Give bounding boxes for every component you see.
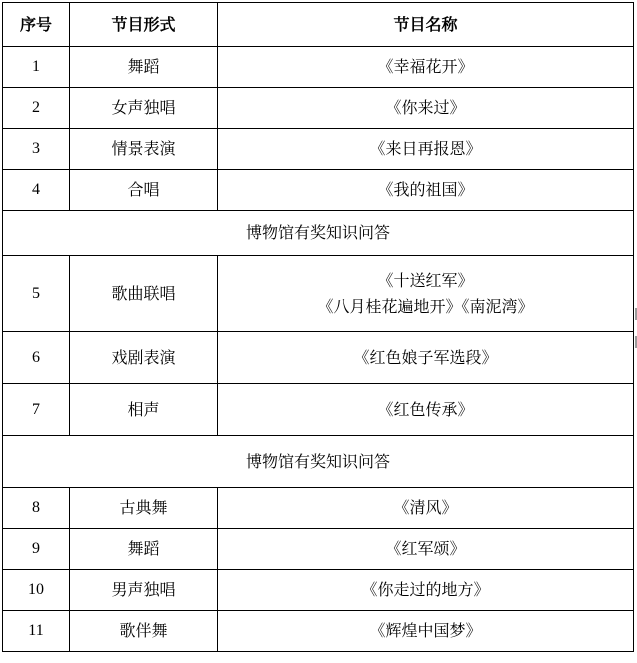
row-number: 5 [3,256,70,332]
row-program-name: 《来日再报恩》 [218,129,634,170]
table-row [3,88,634,129]
row-program-form: 歌伴舞 [70,611,218,652]
row-program-name: 《红色传承》 [218,384,634,436]
header-sequence-number: 序号 [3,3,70,47]
program-name-line: 《八月桂花遍地开》《南泥湾》 [317,296,534,316]
table-row [3,256,634,332]
row-number: 8 [3,488,70,529]
row-program-name: 《幸福花开》 [218,47,634,88]
row-program-name: 《辉煌中国梦》 [218,611,634,652]
row-program-form: 情景表演 [70,129,218,170]
section-title: 博物馆有奖知识问答 [3,436,634,488]
row-program-form: 舞蹈 [70,47,218,88]
row-program-name: 《你走过的地方》 [218,570,634,611]
row-number: 2 [3,88,70,129]
table-row [3,47,634,88]
row-program-name: 《红军颂》 [218,529,634,570]
row-number: 4 [3,170,70,211]
row-number: 7 [3,384,70,436]
row-program-name: 《我的祖国》 [218,170,634,211]
row-program-form: 歌曲联唱 [70,256,218,332]
row-program-form: 戏剧表演 [70,332,218,384]
section-row [3,436,634,488]
table-row [3,170,634,211]
row-program-form: 男声独唱 [70,570,218,611]
table-row [3,129,634,170]
table-row [3,529,634,570]
row-program-name: 《清风》 [218,488,634,529]
program-table [2,2,634,652]
table-row [3,611,634,652]
row-program-name: 《红色娘子军选段》 [218,332,634,384]
table-row [3,570,634,611]
table-row [3,488,634,529]
header-program-form: 节目形式 [70,3,218,47]
row-program-form: 相声 [70,384,218,436]
header-program-name: 节目名称 [218,3,634,47]
row-program-form: 女声独唱 [70,88,218,129]
row-number: 9 [3,529,70,570]
program-name-line: 《十送红军》 [377,270,474,290]
section-title: 博物馆有奖知识问答 [3,211,634,256]
row-number: 1 [3,47,70,88]
row-number: 3 [3,129,70,170]
row-program-form: 舞蹈 [70,529,218,570]
table-header-row [3,3,634,47]
row-program-form: 合唱 [70,170,218,211]
row-program-name [218,256,634,332]
row-number: 11 [3,611,70,652]
table-row [3,332,634,384]
row-number: 6 [3,332,70,384]
table-row [3,384,634,436]
row-program-form: 古典舞 [70,488,218,529]
row-number: 10 [3,570,70,611]
section-row [3,211,634,256]
row-program-name: 《你来过》 [218,88,634,129]
